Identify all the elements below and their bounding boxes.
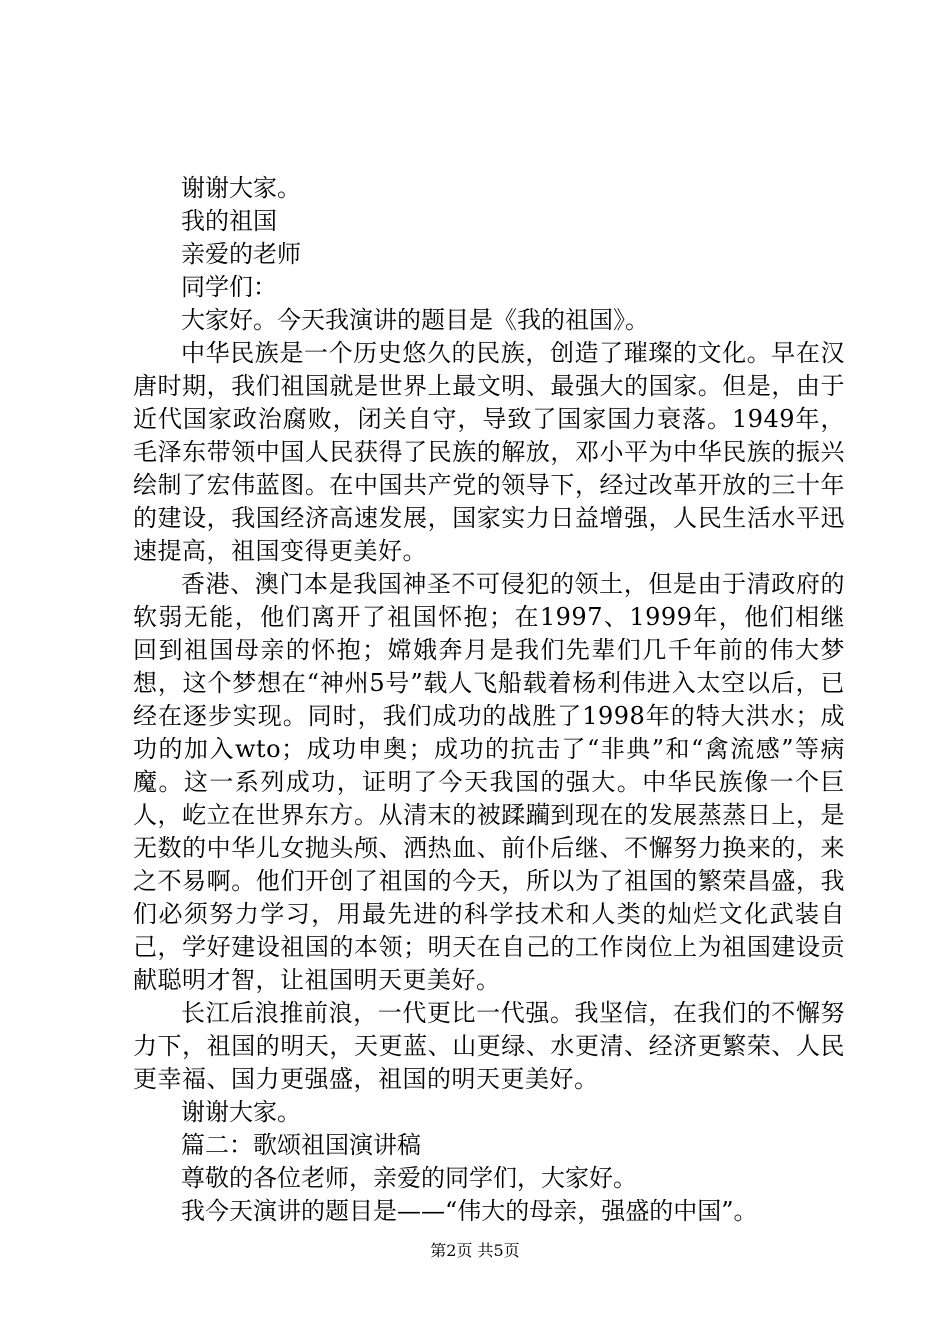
document-body — [133, 172, 845, 1228]
salutation-students: 同学们： — [181, 273, 277, 301]
paragraph-achievements: 香港、澳门本是我国神圣不可侵犯的领土，但是由于清政府的软弱无能，他们离开了祖国怀抱；在1997、1999年，他们相继回到祖国母亲的怀抱；嫦娥奔月是我们先辈们几千年前的伟大梦想，这个梦想在“神州5号”载人飞船载着杨利伟进入太空以后，已经在逐步实现。同时，我们成功的战胜了1998年的特大洪水；成功的加入wto；成功申奥；成功的抗击了“非典”和“禽流感”等病魔。这一系列成功，证明了今天我国的强大。中华民族像一个巨人，屹立在世界东方。从清末的被蹂躏到现在的发展蒸蒸日上，是无数的中华儿女抛头颅、洒热血、前仆后继、不懈努力换来的，来之不易啊。他们开创了祖国的今天，所以为了祖国的繁荣昌盛，我们必须努力学习，用最先进的科学技术和人类的灿烂文化武装自己，学好建设祖国的本领；明天在自己的工作岗位上为祖国建设贡献聪明才智，让祖国明天更美好。 — [133, 570, 845, 994]
salutation-line: 尊敬的各位老师，亲爱的同学们，大家好。 — [181, 1164, 637, 1192]
section-heading: 篇二：歌颂祖国演讲稿 — [181, 1131, 421, 1159]
closing-thanks-line-2: 谢谢大家。 — [181, 1098, 301, 1126]
page-footer: 第2页 共5页 — [430, 1241, 520, 1260]
greeting-line: 大家好。今天我演讲的题目是《我的祖国》。 — [181, 306, 649, 334]
topic-line: 我今天演讲的题目是——“伟大的母亲，强盛的中国”。 — [181, 1197, 758, 1225]
salutation-teachers: 亲爱的老师 — [181, 240, 301, 268]
closing-thanks-line: 谢谢大家。 — [181, 174, 301, 202]
speech-title: 我的祖国 — [181, 207, 277, 235]
paragraph-history: 中华民族是一个历史悠久的民族，创造了璀璨的文化。早在汉唐时期，我们祖国就是世界上最文明、最强大的国家。但是，由于近代国家政治腐败，闭关自守，导致了国家国力衰落。1949年，毛泽东带领中国人民获得了民族的解放，邓小平为中华民族的振兴绘制了宏伟蓝图。在中国共产党的领导下，经过改革开放的三十年的建设，我国经济高速发展，国家实力日益增强，人民生活水平迅速提高，祖国变得更美好。 — [133, 339, 845, 565]
paragraph-future: 长江后浪推前浪，一代更比一代强。我坚信，在我们的不懈努力下，祖国的明天，天更蓝、山更绿、水更清、经济更繁荣、人民更幸福、国力更强盛，祖国的明天更美好。 — [133, 999, 845, 1093]
